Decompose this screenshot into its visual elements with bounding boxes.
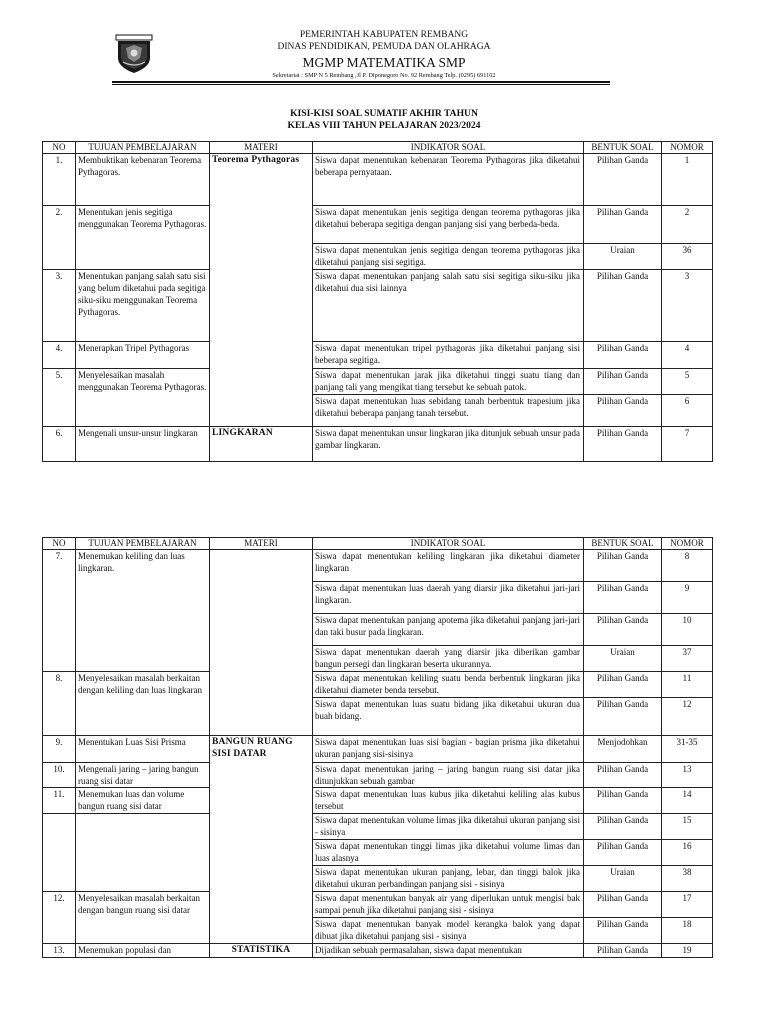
table-row <box>43 342 713 369</box>
cell-bentuk: Uraian <box>584 646 662 672</box>
cell-nomor: 9 <box>662 582 713 614</box>
cell-bentuk: Pilihan Ganda <box>584 369 662 395</box>
regency-logo <box>114 34 154 74</box>
table-row <box>43 814 713 840</box>
cell-tujuan <box>76 814 210 892</box>
cell-materi: STATISTIKA <box>210 944 313 958</box>
cell-no: 1. <box>43 154 76 206</box>
cell-tujuan: Menemukan luas dan volume bangun ruang sisi datar <box>76 788 210 814</box>
cell-bentuk: Pilihan Ganda <box>584 698 662 736</box>
cell-tujuan: Menentukan jenis segitiga menggunakan Teorema Pythagoras. <box>76 206 210 270</box>
table-row <box>43 788 713 814</box>
cell-indikator: Siswa dapat menentukan daerah yang diarsir jika diberikan gambar bangun persegi dan lingkaran beserta ukurannya. <box>313 646 584 672</box>
cell-indikator: Siswa dapat menentukan tripel pythagoras jika diketahui panjang sisi beberapa segitiga. <box>313 342 584 369</box>
cell-tujuan: Menyelesaikan masalah berkaitan dengan keliling dan luas lingkaran <box>76 672 210 736</box>
cell-bentuk: Pilihan Ganda <box>584 814 662 840</box>
header-no: NO <box>43 538 76 550</box>
cell-no: 6. <box>43 427 76 462</box>
cell-bentuk: Uraian <box>584 244 662 270</box>
cell-bentuk: Pilihan Ganda <box>584 550 662 582</box>
header-bentuk: BENTUK SOAL <box>584 538 662 550</box>
cell-tujuan: Menemukan populasi dan <box>76 944 210 958</box>
header-no: NO <box>43 142 76 154</box>
cell-no: 7. <box>43 550 76 672</box>
cell-materi <box>210 550 313 736</box>
table-row <box>43 550 713 582</box>
cell-bentuk: Pilihan Ganda <box>584 614 662 646</box>
cell-nomor: 8 <box>662 550 713 582</box>
table-row <box>43 892 713 918</box>
cell-bentuk: Pilihan Ganda <box>584 944 662 958</box>
cell-indikator: Siswa dapat menentukan luas sisi bagian - bagian prisma jika diketahui ukuran panjang sisi-sisinya <box>313 736 584 763</box>
cell-indikator: Siswa dapat menentukan luas kubus jika diketahui keliling alas kubus tersebut <box>313 788 584 814</box>
cell-indikator: Siswa dapat menentukan jaring – jaring bangun ruang sisi datar jika ditunjukkan sebuah gambar <box>313 763 584 788</box>
cell-bentuk: Pilihan Ganda <box>584 395 662 427</box>
cell-nomor: 7 <box>662 427 713 462</box>
cell-nomor: 19 <box>662 944 713 958</box>
cell-nomor: 12 <box>662 698 713 736</box>
cell-no: 11. <box>43 788 76 814</box>
cell-nomor: 2 <box>662 206 713 244</box>
cell-nomor: 5 <box>662 369 713 395</box>
table-row <box>43 763 713 788</box>
cell-indikator: Siswa dapat menentukan jarak jika diketahui tinggi suatu tiang dan panjang tali yang mengikat tiang tersebut ke sebuah patok. <box>313 369 584 395</box>
cell-no: 13. <box>43 944 76 958</box>
cell-indikator: Siswa dapat menentukan tinggi limas jika diketahui volume limas dan luas alasnya <box>313 840 584 866</box>
header-tujuan: TUJUAN PEMBELAJARAN <box>76 538 210 550</box>
cell-nomor: 14 <box>662 788 713 814</box>
cell-nomor: 16 <box>662 840 713 866</box>
cell-indikator: Siswa dapat menentukan banyak air yang diperlukan untuk mengisi bak sampai penuh jika diketahui panjang sisi - sisinya <box>313 892 584 918</box>
cell-indikator: Dijadikan sebuah permasalahan, siswa dapat menentukan <box>313 944 584 958</box>
grid-table-1 <box>42 141 713 462</box>
cell-bentuk: Pilihan Ganda <box>584 270 662 342</box>
header-tujuan: TUJUAN PEMBELAJARAN <box>76 142 210 154</box>
header-nomor: NOMOR <box>662 142 713 154</box>
header-organization: MGMP MATEMATIKA SMP <box>302 55 466 70</box>
cell-no <box>43 814 76 892</box>
table-row <box>43 154 713 206</box>
cell-bentuk: Pilihan Ganda <box>584 206 662 244</box>
table-row <box>43 206 713 244</box>
cell-bentuk: Pilihan Ganda <box>584 763 662 788</box>
cell-tujuan: Mengenali jaring – jaring bangun ruang sisi datar <box>76 763 210 788</box>
header-rule-thick <box>112 81 610 83</box>
cell-no: 2. <box>43 206 76 270</box>
cell-nomor: 1 <box>662 154 713 206</box>
cell-nomor: 37 <box>662 646 713 672</box>
header-indikator: INDIKATOR SOAL <box>313 142 584 154</box>
document-subtitle: KELAS VIII TAHUN PELAJARAN 2023/2024 <box>287 120 481 131</box>
cell-indikator: Siswa dapat menentukan jenis segitiga dengan teorema pythagoras jika diketahui beberapa segitiga dengan panjang sisi yang berbeda-beda. <box>313 206 584 244</box>
header-indikator: INDIKATOR SOAL <box>313 538 584 550</box>
cell-bentuk: Pilihan Ganda <box>584 154 662 206</box>
cell-indikator: Siswa dapat menentukan kebenaran Teorema Pythagoras jika diketahui beberapa pernyataan. <box>313 154 584 206</box>
cell-indikator: Siswa dapat menentukan luas daerah yang diarsir jika diketahui jari-jari lingkaran. <box>313 582 584 614</box>
cell-no: 4. <box>43 342 76 369</box>
header-address: Sekretariat : SMP N 5 Rembang ,Jl P. Diponegoro No. 92 Rembang Telp. (0295) 691102 <box>272 72 496 79</box>
cell-nomor: 4 <box>662 342 713 369</box>
cell-bentuk: Pilihan Ganda <box>584 840 662 866</box>
cell-tujuan: Menentukan Luas Sisi Prisma <box>76 736 210 763</box>
cell-bentuk: Pilihan Ganda <box>584 427 662 462</box>
cell-nomor: 6 <box>662 395 713 427</box>
cell-nomor: 18 <box>662 918 713 944</box>
cell-bentuk: Pilihan Ganda <box>584 582 662 614</box>
header-rule-thin <box>112 84 610 85</box>
table-row <box>43 427 713 462</box>
header-nomor: NOMOR <box>662 538 713 550</box>
cell-indikator: Siswa dapat menentukan jenis segitiga dengan teorema pythagoras jika diketahui panjang sisi segitiga. <box>313 244 584 270</box>
cell-tujuan: Menentukan panjang salah satu sisi yang belum diketahui pada segitiga siku-siku menggunakan Teorema Pythagoras. <box>76 270 210 342</box>
cell-indikator: Siswa dapat menentukan banyak model kerangka balok yang dapat dibuat jika diketahui panjang sisi - sisinya <box>313 918 584 944</box>
cell-indikator: Siswa dapat menentukan keliling suatu benda berbentuk lingkaran jika diketahui diameter benda tersebut. <box>313 672 584 698</box>
cell-indikator: Siswa dapat menentukan luas sebidang tanah berbentuk trapesium jika diketahui beberapa panjang tanah tersebut. <box>313 395 584 427</box>
cell-indikator: Siswa dapat menentukan panjang salah satu sisi segitiga siku-siku jika diketahui dua sisi lainnya <box>313 270 584 342</box>
cell-tujuan: Menyelesaikan masalah menggunakan Teorema Pythagoras. <box>76 369 210 427</box>
cell-indikator: Siswa dapat menentukan volume limas jika diketahui ukuran panjang sisi - sisinya <box>313 814 584 840</box>
cell-indikator: Siswa dapat menentukan ukuran panjang, lebar, dan tinggi balok jika diketahui ukuran perbandingan panjang sisi - sisinya <box>313 866 584 892</box>
cell-nomor: 38 <box>662 866 713 892</box>
table-header-row <box>43 142 713 154</box>
header-department: DINAS PENDIDIKAN, PEMUDA DAN OLAHRAGA <box>277 42 491 52</box>
cell-no: 5. <box>43 369 76 427</box>
document-title: KISI-KISI SOAL SUMATIF AKHIR TAHUN <box>290 108 478 119</box>
cell-materi: LINGKARAN <box>210 427 313 462</box>
cell-indikator: Siswa dapat menentukan luas suatu bidang jika diketahui ukuran dua buah bidang. <box>313 698 584 736</box>
cell-bentuk: Pilihan Ganda <box>584 672 662 698</box>
cell-nomor: 17 <box>662 892 713 918</box>
header-materi: MATERI <box>210 142 313 154</box>
header-bentuk: BENTUK SOAL <box>584 142 662 154</box>
cell-nomor: 3 <box>662 270 713 342</box>
cell-materi: Teorema Pythagoras <box>210 154 313 427</box>
cell-bentuk: Pilihan Ganda <box>584 788 662 814</box>
cell-tujuan: Menerapkan Tripel Pythagoras <box>76 342 210 369</box>
table-row <box>43 270 713 342</box>
header-government: PEMERINTAH KABUPATEN REMBANG <box>299 30 469 40</box>
table-row <box>43 369 713 395</box>
table-row <box>43 944 713 958</box>
cell-bentuk: Pilihan Ganda <box>584 892 662 918</box>
cell-bentuk: Pilihan Ganda <box>584 342 662 369</box>
table-row <box>43 672 713 698</box>
table-row <box>43 736 713 763</box>
cell-nomor: 36 <box>662 244 713 270</box>
cell-nomor: 31-35 <box>662 736 713 763</box>
cell-no: 12. <box>43 892 76 944</box>
cell-nomor: 15 <box>662 814 713 840</box>
cell-tujuan: Menyelesaikan masalah berkaitan dengan bangun ruang sisi datar <box>76 892 210 944</box>
cell-bentuk: Pilihan Ganda <box>584 918 662 944</box>
cell-no: 9. <box>43 736 76 763</box>
cell-no: 8. <box>43 672 76 736</box>
cell-indikator: Siswa dapat menentukan keliling lingkaran jika diketahui diameter lingkaran <box>313 550 584 582</box>
cell-tujuan: Membuktikan kebenaran Teorema Pythagoras. <box>76 154 210 206</box>
header-materi: MATERI <box>210 538 313 550</box>
cell-bentuk: Menjodohkan <box>584 736 662 763</box>
cell-nomor: 11 <box>662 672 713 698</box>
cell-tujuan: Menemukan keliling dan luas lingkaran. <box>76 550 210 672</box>
table-header-row <box>43 538 713 550</box>
grid-table-2 <box>42 537 713 958</box>
cell-materi: BANGUN RUANG SISI DATAR <box>210 736 313 944</box>
cell-no: 10. <box>43 763 76 788</box>
cell-nomor: 13 <box>662 763 713 788</box>
cell-no: 3. <box>43 270 76 342</box>
cell-nomor: 10 <box>662 614 713 646</box>
cell-indikator: Siswa dapat menentukan unsur lingkaran jika ditunjuk sebuah unsur pada gambar lingkaran. <box>313 427 584 462</box>
cell-bentuk: Uraian <box>584 866 662 892</box>
cell-indikator: Siswa dapat menentukan panjang apotema jika diketahui panjang jari-jari dan taki busur pada lingkaran. <box>313 614 584 646</box>
cell-tujuan: Mengenali unsur-unsur lingkaran <box>76 427 210 462</box>
